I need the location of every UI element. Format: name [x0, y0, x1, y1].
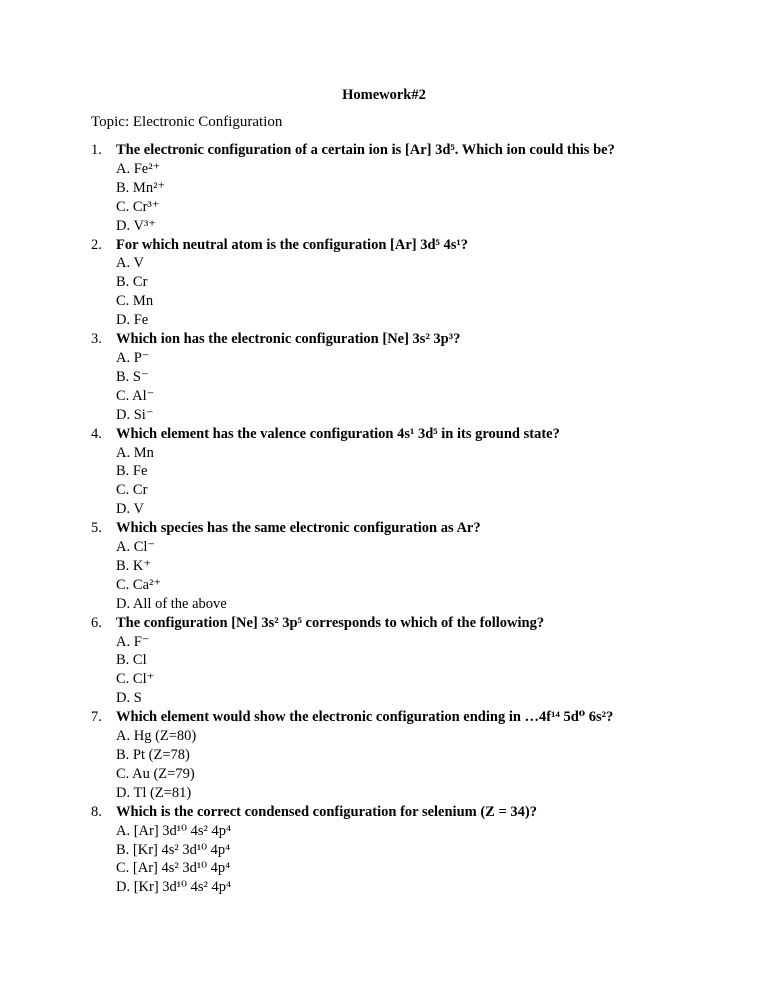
option-d: D. Tl (Z=81) [116, 784, 192, 801]
question-number: 1. [91, 142, 102, 158]
option-b: B. Cl [116, 652, 147, 669]
option-a: A. Mn [116, 444, 154, 461]
question-8 [89, 803, 729, 898]
option-d: D. V [116, 501, 144, 518]
option-b: B. [Kr] 4s² 3d¹⁰ 4p⁴ [116, 841, 231, 858]
option-d: D. [Kr] 3d¹⁰ 4s² 4p⁴ [116, 879, 232, 896]
question-number: 6. [91, 614, 102, 631]
question-text: Which is the correct condensed configuration for selenium (Z = 34)? [116, 803, 537, 820]
question-number: 4. [91, 425, 102, 442]
option-c: C. Au (Z=79) [116, 765, 195, 782]
option-c: C. Cl⁺ [116, 671, 155, 688]
option-b: B. Mn²⁺ [116, 179, 166, 196]
question-text: Which element has the valence configuration 4s¹ 3d⁵ in its ground state? [116, 425, 560, 442]
page-title: Homework#2 [342, 87, 426, 103]
option-a: A. P⁻ [116, 349, 150, 366]
option-b: B. Pt (Z=78) [116, 747, 190, 763]
question-text: Which ion has the electronic configuration [Ne] 3s² 3p³? [116, 331, 461, 348]
option-d: D. Fe [116, 312, 149, 329]
option-d: D. V³⁺ [116, 217, 156, 234]
option-a: A. Fe²⁺ [116, 160, 161, 177]
question-text: Which species has the same electronic configuration as Ar? [116, 520, 481, 537]
question-5 [89, 519, 729, 614]
question-number: 5. [91, 520, 102, 537]
option-c: C. Cr [116, 482, 148, 499]
option-a: A. F⁻ [116, 633, 150, 650]
question-number: 8. [91, 803, 102, 820]
option-b: B. Cr [116, 274, 148, 291]
question-number: 7. [91, 709, 102, 726]
question-number: 2. [91, 236, 102, 253]
option-c: C. Al⁻ [116, 387, 155, 404]
option-a: A. Cl⁻ [116, 539, 156, 556]
option-d: D. All of the above [116, 595, 227, 612]
option-b: B. S⁻ [116, 368, 149, 385]
option-b: B. K⁺ [116, 557, 152, 574]
option-d: D. Si⁻ [116, 406, 154, 423]
option-a: A. V [116, 255, 144, 272]
option-c: C. Ca²⁺ [116, 576, 162, 593]
option-a: A. [Ar] 3d¹⁰ 4s² 4p⁴ [116, 822, 232, 839]
question-1 [89, 141, 729, 236]
option-c: C. [Ar] 4s² 3d¹⁰ 4p⁴ [116, 860, 231, 877]
option-d: D. S [116, 690, 142, 707]
option-b: B. Fe [116, 463, 148, 480]
option-c: C. Cr³⁺ [116, 198, 160, 215]
question-text: Which element would show the electronic configuration ending in …4f¹⁴ 5d⁰ 6s²? [116, 709, 614, 726]
question-number: 3. [91, 331, 102, 348]
question-3 [89, 330, 729, 425]
question-list [89, 141, 729, 897]
question-2 [89, 236, 729, 331]
question-text: The configuration [Ne] 3s² 3p⁵ corresponds to which of the following? [116, 614, 545, 631]
option-c: C. Mn [116, 293, 154, 310]
question-text: The electronic configuration of a certain ion is [Ar] 3d⁵. Which ion could this be? [116, 142, 615, 158]
question-4 [89, 425, 729, 520]
question-text: For which neutral atom is the configuration [Ar] 3d⁵ 4s¹? [116, 236, 468, 253]
question-7 [89, 708, 729, 803]
topic-line: Topic: Electronic Configuration [91, 114, 283, 130]
question-6 [89, 614, 729, 709]
option-a: A. Hg (Z=80) [116, 728, 197, 745]
